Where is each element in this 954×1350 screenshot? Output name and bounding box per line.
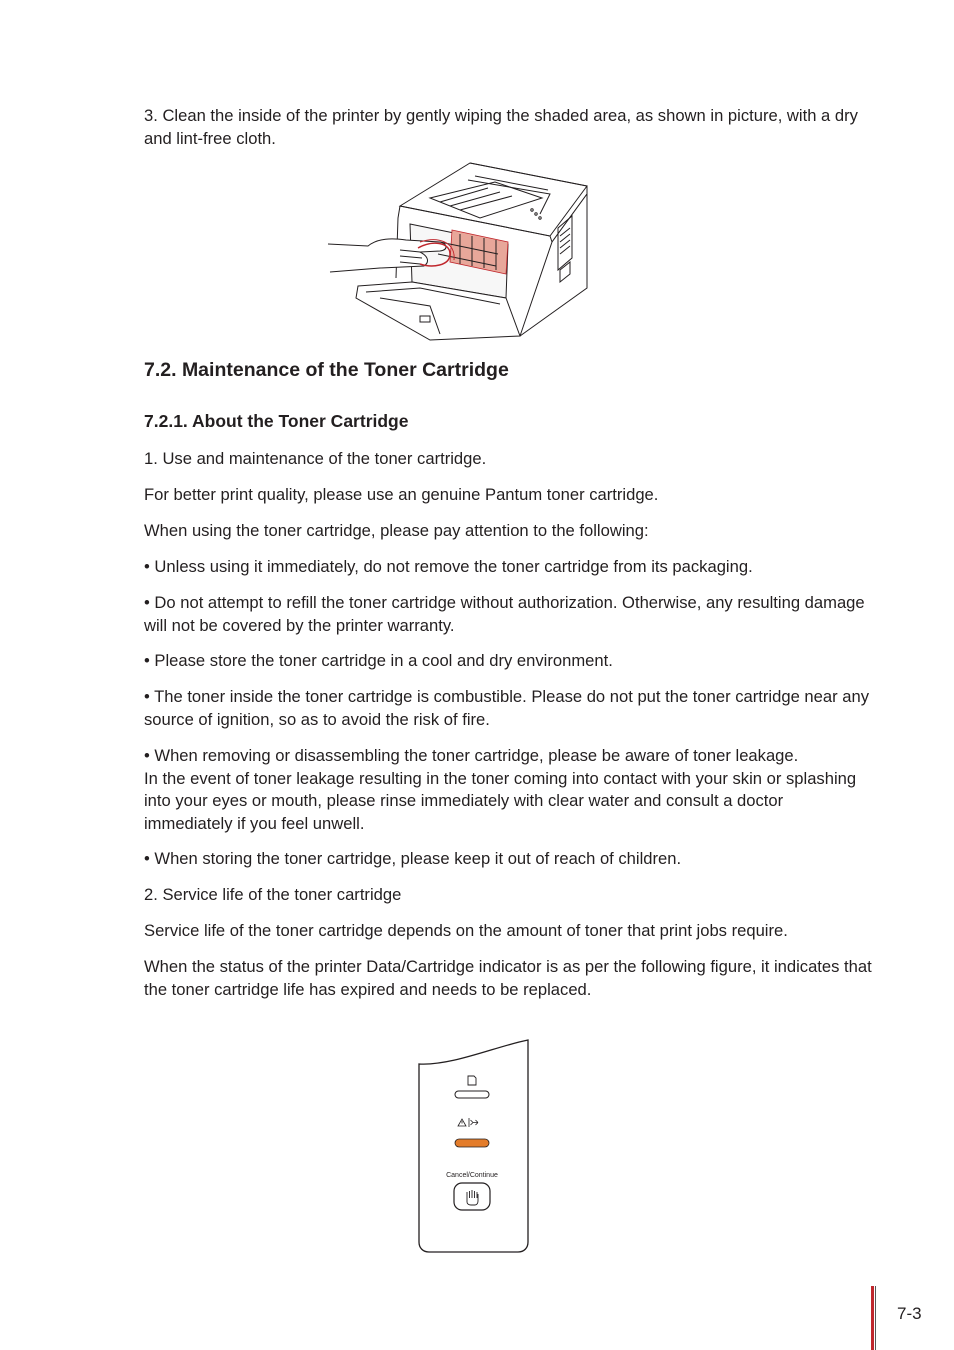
bullet-item: • Please store the toner cartridge in a cool and dry environment. (144, 651, 613, 670)
paragraph: When using the toner cartridge, please pay attention to the following: (144, 521, 649, 540)
section-title: 7.2. Maintenance of the Toner Cartridge (144, 359, 509, 381)
printer-cleaning-illustration (320, 158, 592, 342)
step-3-text: 3. Clean the inside of the printer by gently wiping the shaded area, as shown in picture, with a dry and lint-free cloth. (144, 106, 858, 148)
page-accent-rule (871, 1286, 874, 1350)
bullet-item: • When storing the toner cartridge, please keep it out of reach of children. (144, 849, 682, 868)
bullet-item: • When removing or disassembling the toner cartridge, please be aware of toner leakage. In the event of toner leakage resulting in the toner coming into contact with your skin or splashing into your eyes or mouth, please rinse immediately with clear water and consult a doctor immediately if you feel unwell. (144, 746, 857, 833)
data-cartridge-indicator (455, 1139, 489, 1147)
paragraph: 2. Service life of the toner cartridge (144, 885, 402, 904)
paragraph: For better print quality, please use an genuine Pantum toner cartridge. (144, 485, 659, 504)
control-panel-illustration (412, 1036, 536, 1258)
paragraph: Service life of the toner cartridge depends on the amount of toner that print jobs require. (144, 921, 788, 940)
page-divider (875, 1286, 876, 1350)
cancel-continue-label: Cancel/Continue (446, 1172, 498, 1179)
subsection-title: 7.2.1. About the Toner Cartridge (144, 411, 409, 431)
page-number: 7-3 (897, 1304, 922, 1323)
bullet-item: • Do not attempt to refill the toner cartridge without authorization. Otherwise, any resulting damage will not be covered by the printer warranty. (144, 593, 865, 635)
paragraph: When the status of the printer Data/Cartridge indicator is as per the following figure, it indicates that the toner cartridge life has expired and needs to be replaced. (144, 957, 872, 999)
bullet-item: • The toner inside the toner cartridge is combustible. Please do not put the toner cartridge near any source of ignition, so as to avoid the risk of fire. (144, 687, 869, 729)
paragraph: 1. Use and maintenance of the toner cartridge. (144, 449, 487, 468)
bullet-item: • Unless using it immediately, do not remove the toner cartridge from its packaging. (144, 557, 753, 576)
